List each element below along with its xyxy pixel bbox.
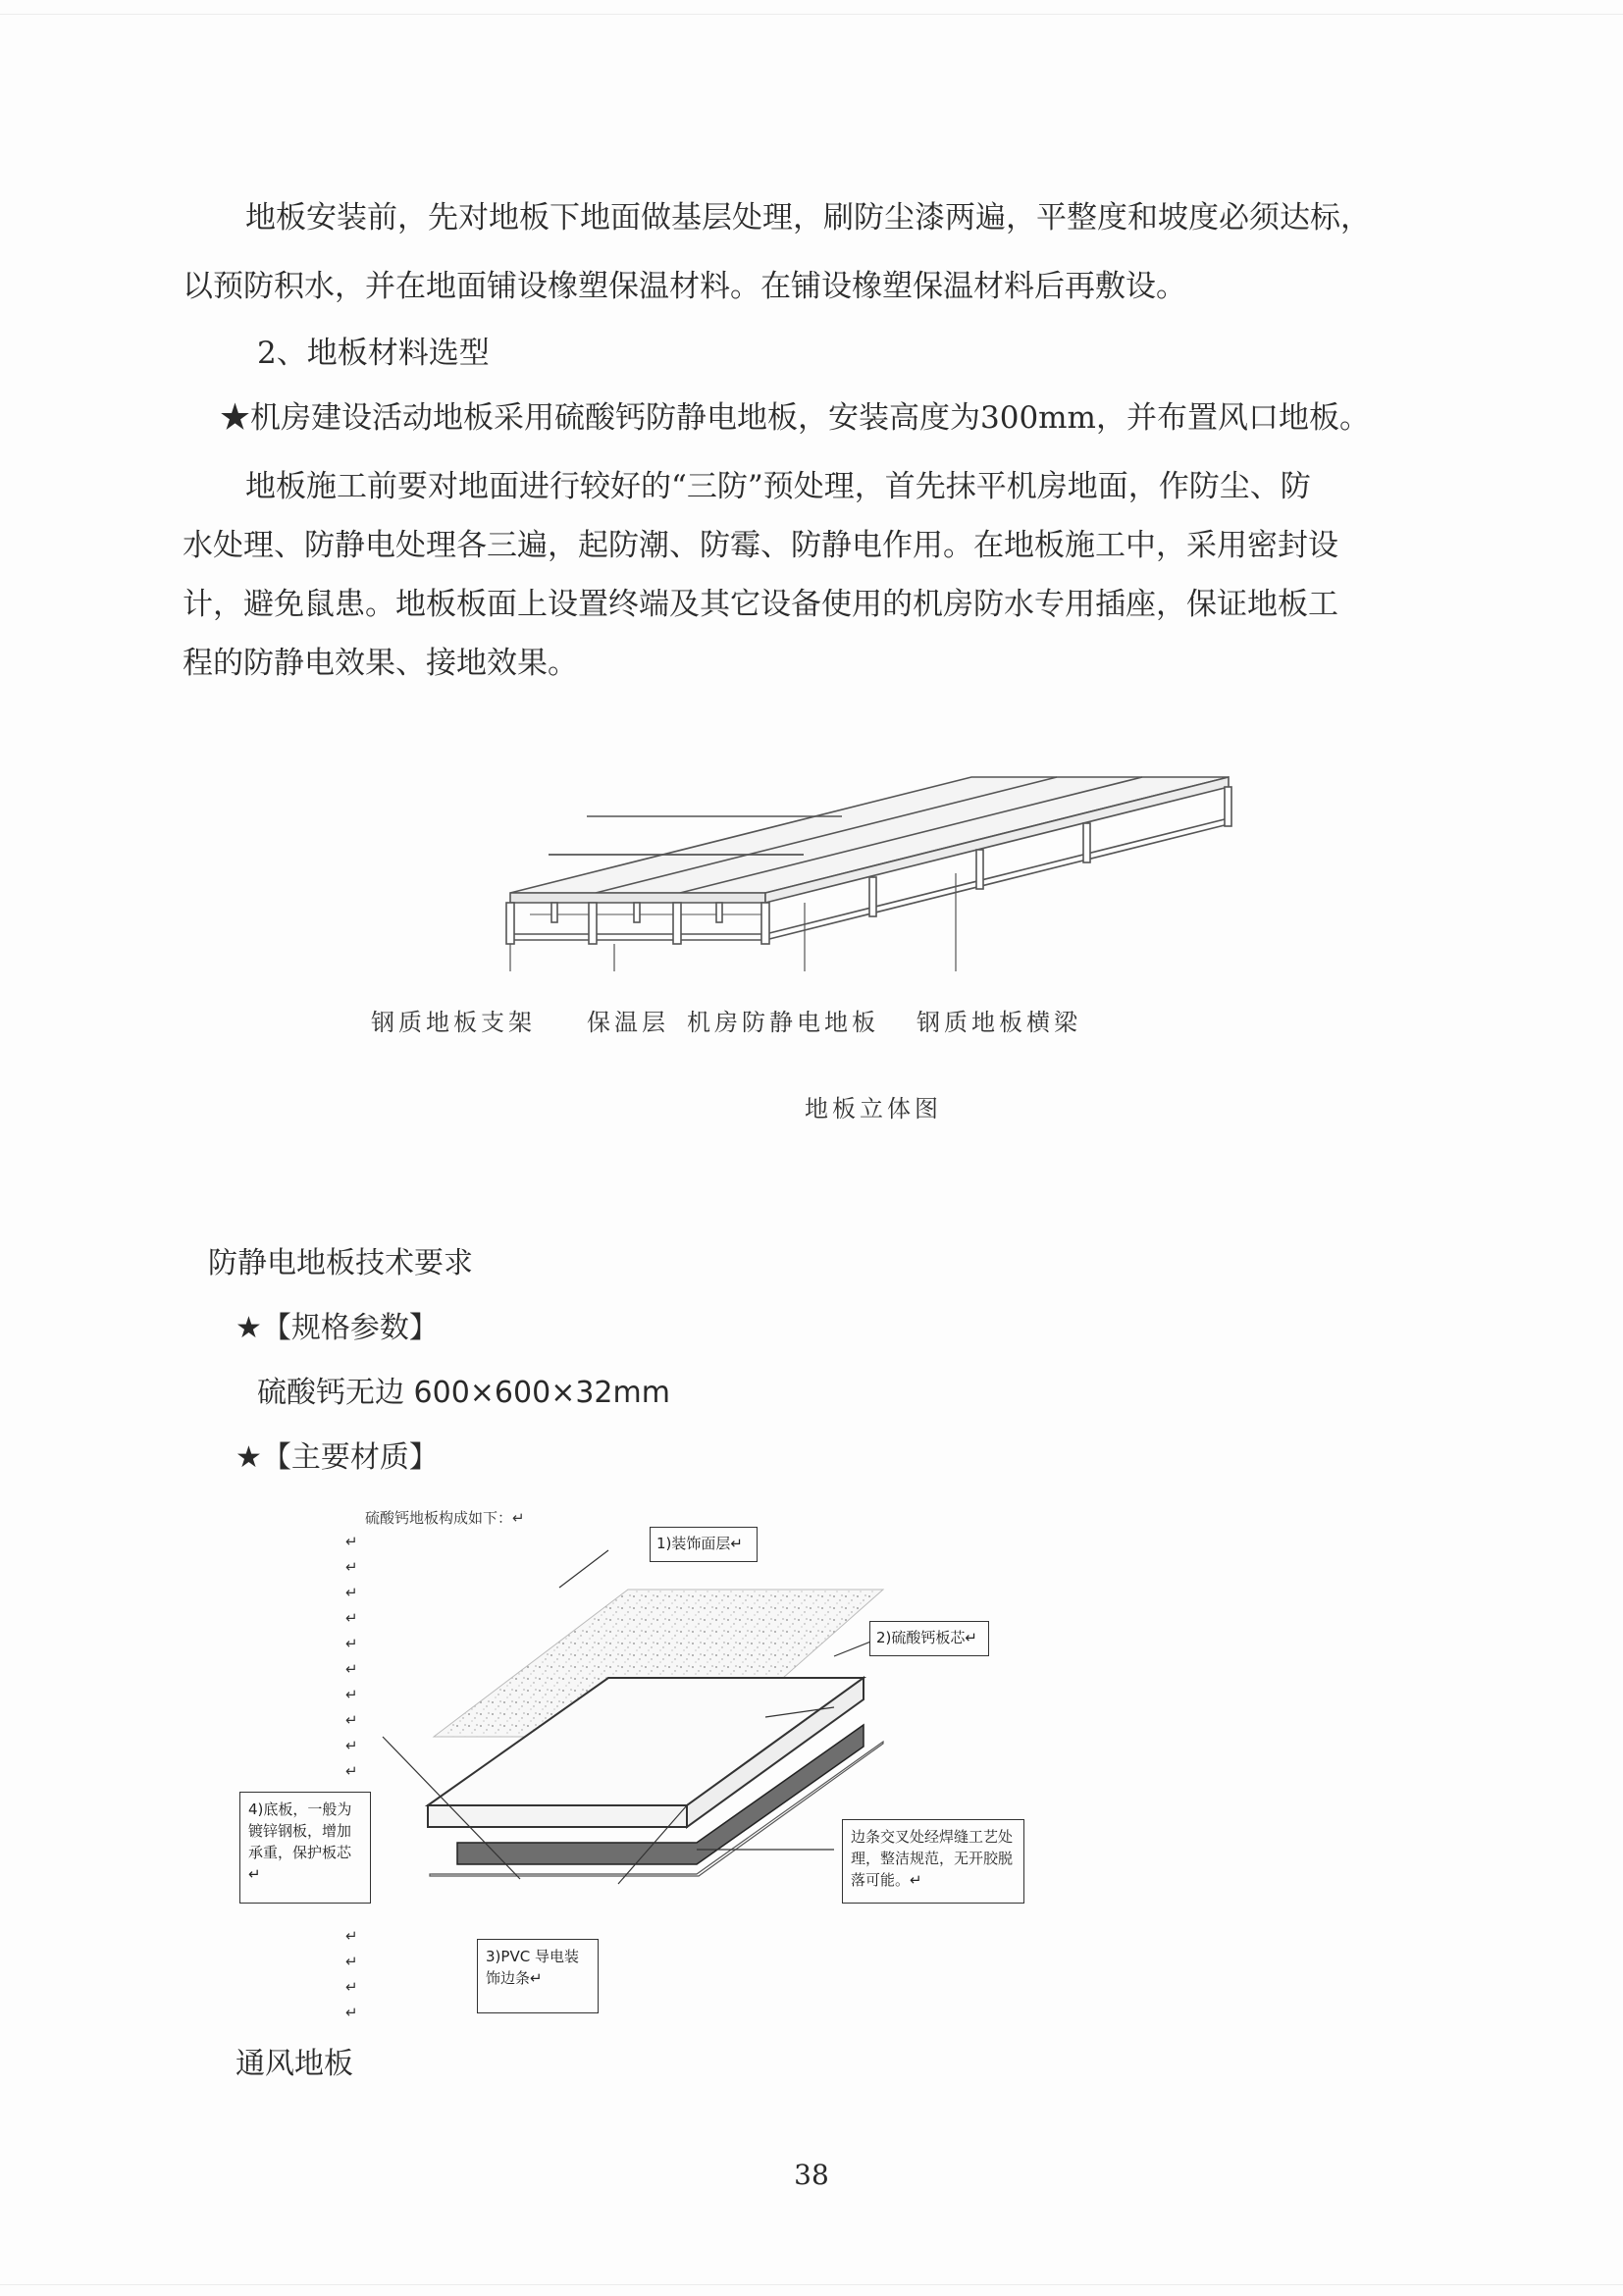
return-mark: ↵ — [345, 2004, 358, 2021]
callout-decorative-layer: 1)装饰面层↵ — [650, 1527, 758, 1562]
return-mark: ↵ — [345, 1737, 358, 1754]
star-requirement-line: ★机房建设活动地板采用硫酸钙防静电地板，安装高度为300mm，并布置风口地板。 — [220, 400, 1370, 436]
callout-pvc-edge: 3)PVC 导电装饰边条↵ — [477, 1939, 599, 2013]
paragraph-2-line-1: 地板施工前要对地面进行较好的“三防”预处理，首先抹平机房地面，作防尘、防 — [245, 469, 1311, 504]
material-heading: ★【主要材质】 — [236, 1440, 439, 1475]
floor-layers-diagram — [373, 1511, 1079, 1982]
return-mark: ↵ — [345, 1533, 358, 1550]
label-steel-beam: 钢质地板横梁 — [916, 1009, 1081, 1036]
return-mark: ↵ — [345, 1978, 358, 1996]
paragraph-2-line-4: 程的防静电效果、接地效果。 — [183, 646, 578, 681]
return-mark: ↵ — [345, 1609, 358, 1627]
scan-edge-top — [0, 14, 1623, 15]
paragraph-2-line-3: 计，避免鼠患。地板板面上设置终端及其它设备使用的机房防水专用插座，保证地板工 — [183, 587, 1338, 622]
section-heading-2: 2、地板材料选型 — [257, 336, 490, 371]
return-mark: ↵ — [345, 1558, 358, 1576]
paragraph-1-line-1: 地板安装前，先对地板下地面做基层处理，刷防尘漆两遍，平整度和坡度必须达标， — [245, 200, 1371, 235]
callout-bottom-plate: 4)底板，一般为镀锌钢板，增加承重，保护板芯↵ — [239, 1792, 371, 1904]
tech-requirements-title: 防静电地板技术要求 — [208, 1246, 473, 1280]
return-mark: ↵ — [345, 1711, 358, 1729]
ventilation-floor-heading: 通风地板 — [236, 2047, 353, 2081]
figure-1-caption: 地板立体图 — [805, 1095, 942, 1122]
composition-intro: 硫酸钙地板构成如下：↵ — [365, 1509, 525, 1527]
return-mark: ↵ — [345, 1762, 358, 1780]
paragraph-1-line-2: 以预防积水，并在地面铺设橡塑保温材料。在铺设橡塑保温材料后再敷设。 — [183, 269, 1186, 304]
return-mark: ↵ — [345, 1953, 358, 1970]
return-mark: ↵ — [345, 1927, 358, 1945]
scan-edge-bottom — [0, 2284, 1623, 2285]
raised-floor-diagram — [491, 756, 1276, 1011]
callout-calcium-core: 2)硫酸钙板芯↵ — [869, 1621, 989, 1656]
spec-value: 硫酸钙无边 600×600×32mm — [257, 1376, 670, 1410]
return-mark: ↵ — [345, 1660, 358, 1678]
label-antistatic-floor: 机房防静电地板 — [687, 1009, 879, 1036]
paragraph-2-line-2: 水处理、防静电处理各三遍，起防潮、防霉、防静电作用。在地板施工中，采用密封设 — [183, 528, 1338, 563]
return-mark: ↵ — [345, 1686, 358, 1703]
return-mark: ↵ — [345, 1635, 358, 1652]
label-steel-support: 钢质地板支架 — [371, 1009, 536, 1036]
label-insulation-layer: 保温层 — [587, 1009, 669, 1036]
page-number: 38 — [794, 2159, 829, 2191]
callout-edge-welding: 边条交叉处经焊缝工艺处理，整洁规范，无开胶脱落可能。↵ — [842, 1819, 1024, 1904]
spec-heading: ★【规格参数】 — [236, 1311, 439, 1345]
return-mark: ↵ — [345, 1584, 358, 1601]
